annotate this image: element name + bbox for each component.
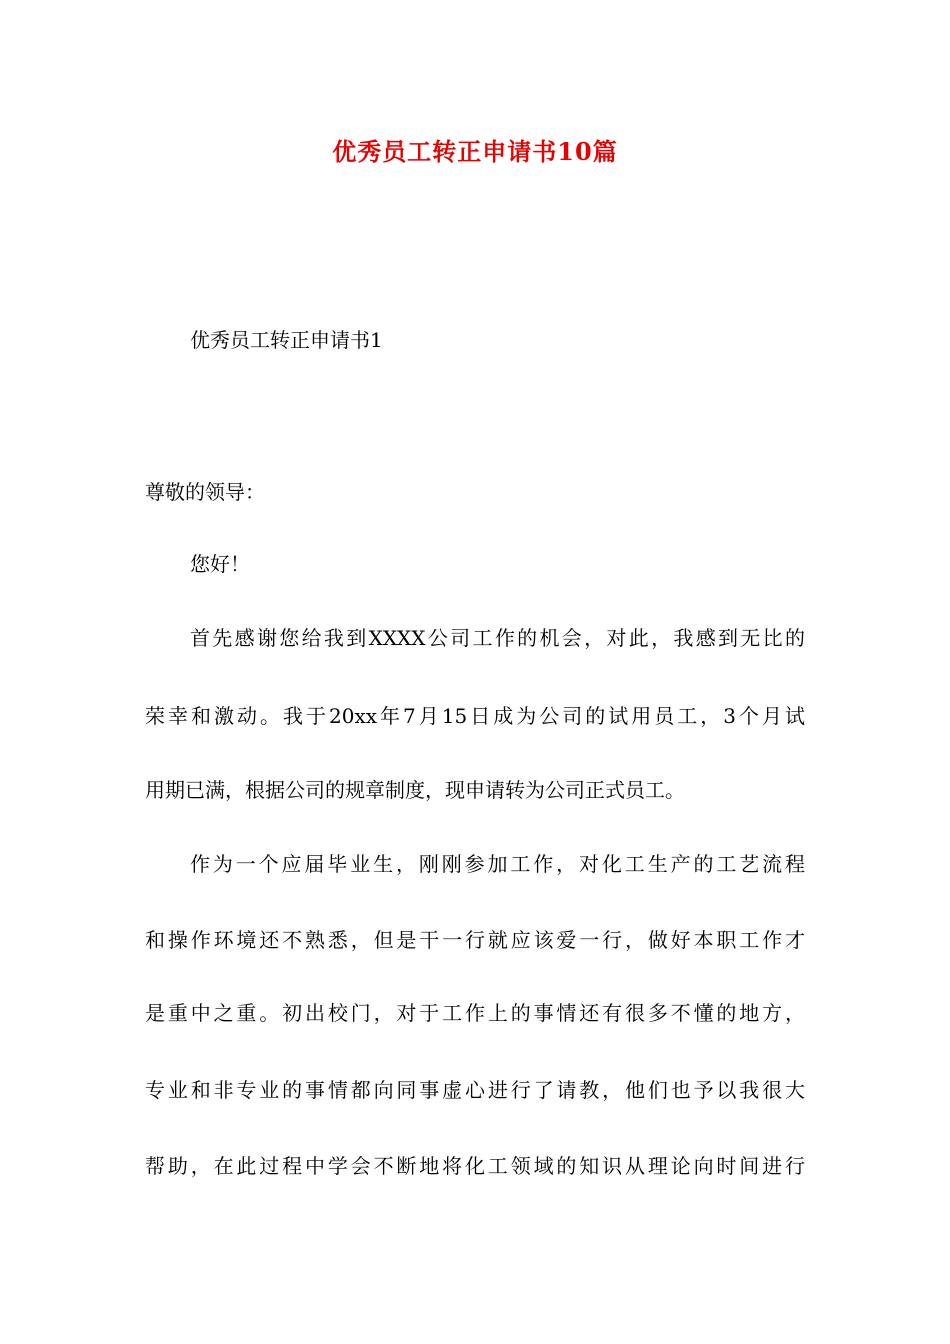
paragraph-line: 帮助，在此过程中学会不断地将化工领域的知识从理论向时间进行 <box>145 1154 805 1178</box>
paragraph-line: 专业和非专业的事情都向同事虚心进行了请教，他们也予以我很大 <box>145 1078 805 1102</box>
paragraph-line: 是重中之重。初出校门，对于工作上的事情还有很多不懂的地方， <box>145 1001 805 1025</box>
greeting: 您好！ <box>190 552 250 576</box>
paragraph-line: 首先感谢您给我到XXXX公司工作的机会，对此，我感到无比的 <box>190 626 805 650</box>
salutation: 尊敬的领导： <box>145 480 265 504</box>
paragraph-line: 荣幸和激动。我于20xx年7月15日成为公司的试用员工，3个月试 <box>145 704 805 728</box>
document-title: 优秀员工转正申请书10篇 <box>332 137 618 166</box>
paragraph-line: 用期已满，根据公司的规章制度，现申请转为公司正式员工。 <box>145 778 685 802</box>
section-heading: 优秀员工转正申请书1 <box>190 328 383 352</box>
paragraph-line: 和操作环境还不熟悉，但是干一行就应该爱一行，做好本职工作才 <box>145 928 805 952</box>
paragraph-line: 作为一个应届毕业生，刚刚参加工作，对化工生产的工艺流程 <box>190 852 805 876</box>
